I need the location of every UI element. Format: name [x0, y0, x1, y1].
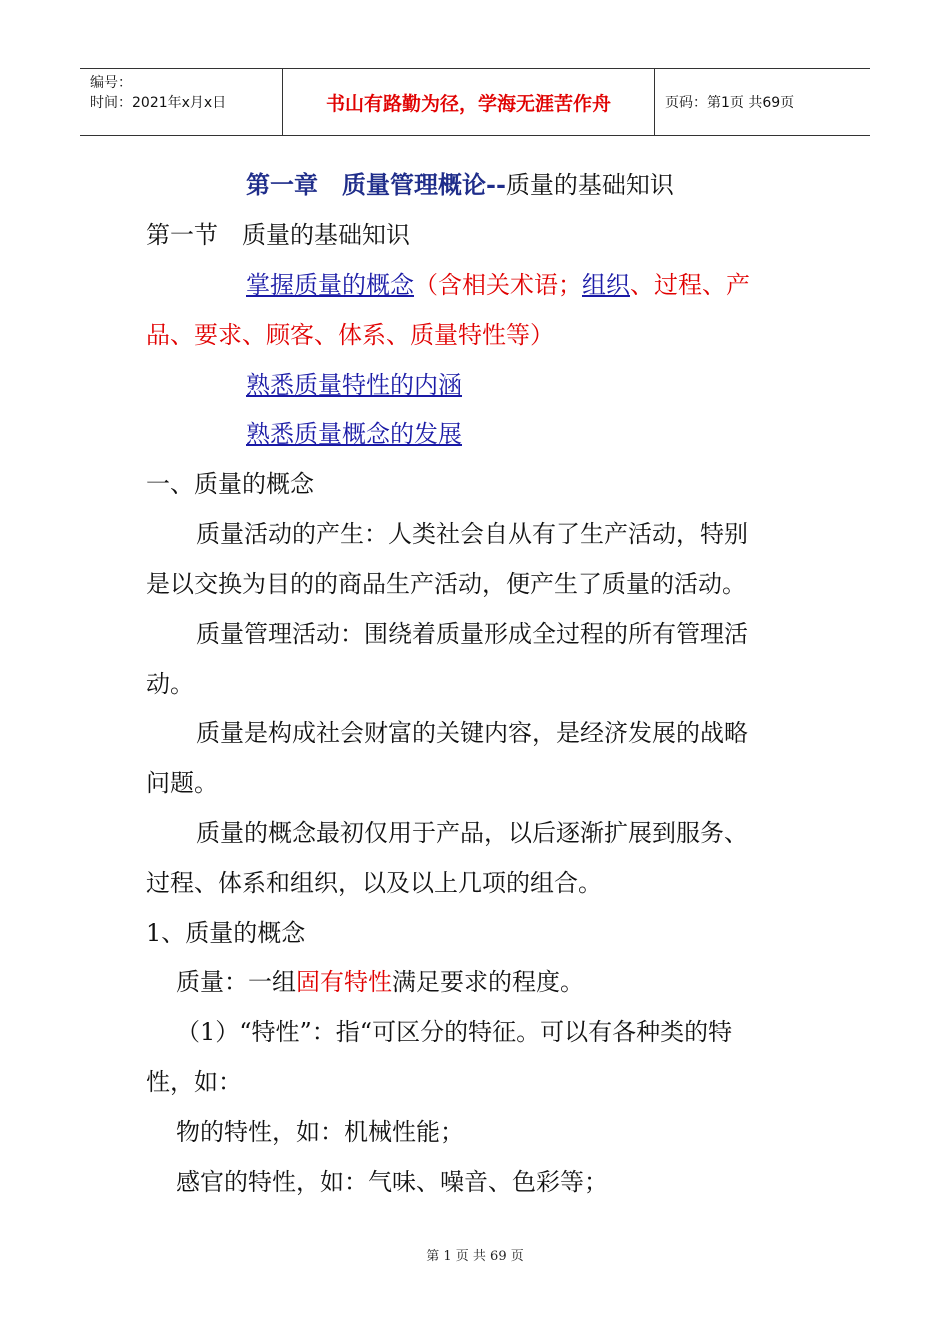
objective-link-organization[interactable]: 组织: [582, 271, 630, 299]
paragraph-5a: （1）“特性”：指“可区分的特征。可以有各种类的特: [176, 1018, 733, 1046]
objective-terms-a: （含相关术语；: [414, 271, 582, 299]
chapter-title-bold: 第一章 质量管理概论--: [246, 170, 506, 199]
paragraph-2a: 质量管理活动：围绕着质量形成全过程的所有管理活: [196, 620, 748, 648]
section-heading: 第一节 质量的基础知识: [146, 221, 410, 249]
definition-part-a: 质量：一组: [176, 968, 296, 996]
paragraph-5b: 性，如：: [146, 1068, 242, 1096]
objective-1: [246, 270, 750, 300]
paragraph-7: 感官的特性，如：气味、噪音、色彩等；: [176, 1168, 608, 1196]
header-page-info: 页码：第1页 共69页: [665, 95, 795, 111]
paragraph-2b: 动。: [146, 670, 194, 698]
chapter-title-normal: 质量的基础知识: [505, 171, 674, 199]
paragraph-4b: 过程、体系和组织，以及以上几项的组合。: [146, 869, 602, 897]
objective-3: [246, 419, 462, 449]
objective-link-development[interactable]: 熟悉质量概念的发展: [246, 420, 462, 448]
paragraph-3a: 质量是构成社会财富的关键内容，是经济发展的战略: [196, 719, 748, 747]
document-header: [80, 68, 870, 136]
objective-link-concept[interactable]: 掌握质量的概念: [246, 271, 414, 299]
chapter-title: [246, 170, 674, 200]
paragraph-6: 物的特性，如：机械性能；: [176, 1118, 464, 1146]
quality-definition: [176, 967, 584, 997]
header-motto: 书山有路勤为径，学海无涯苦作舟: [283, 69, 655, 135]
heading-2: 1、质量的概念: [146, 919, 306, 947]
objective-link-characteristics[interactable]: 熟悉质量特性的内涵: [246, 371, 462, 399]
heading-1: 一、质量的概念: [146, 470, 314, 498]
objective-terms-b: 、过程、产: [630, 271, 750, 299]
definition-highlight: 固有特性: [296, 968, 392, 996]
objective-terms-c: 品、要求、顾客、体系、质量特性等）: [146, 321, 554, 349]
paragraph-1a: 质量活动的产生：人类社会自从有了生产活动，特别: [196, 520, 748, 548]
time-label: 时间：2021年x月x日: [90, 95, 227, 111]
definition-part-b: 满足要求的程度。: [392, 968, 584, 996]
number-label: 编号：: [90, 75, 132, 91]
header-meta: [80, 69, 283, 135]
paragraph-3b: 问题。: [146, 769, 218, 797]
page-footer: 第 1 页 共 69 页: [426, 1249, 524, 1264]
objective-2: [246, 370, 462, 400]
paragraph-1b: 是以交换为目的的商品生产活动，便产生了质量的活动。: [146, 570, 746, 598]
paragraph-4a: 质量的概念最初仅用于产品，以后逐渐扩展到服务、: [196, 819, 748, 847]
